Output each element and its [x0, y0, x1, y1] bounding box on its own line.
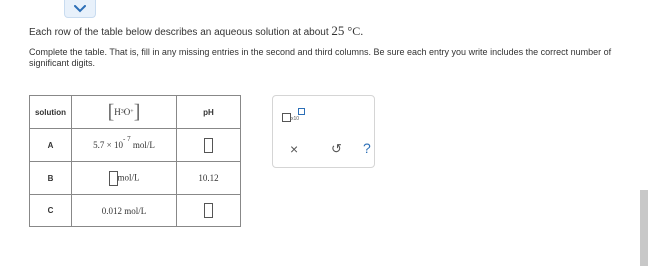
help-icon[interactable]: ?	[363, 140, 371, 156]
header-ph: pH	[177, 96, 241, 129]
solution-table	[29, 95, 241, 227]
answer-tools-panel	[272, 95, 375, 168]
sci-notation-label: x10	[291, 116, 300, 122]
chevron-down-icon	[74, 5, 86, 13]
row-b-concentration-input[interactable]	[109, 171, 118, 186]
clear-icon[interactable]: ×	[290, 141, 299, 157]
row-b-unit: mol/L	[117, 172, 140, 183]
row-b-solution: B	[30, 162, 72, 195]
table-row	[30, 195, 241, 227]
temperature	[331, 24, 363, 38]
row-c-ph-input[interactable]	[204, 203, 213, 218]
intro-text: Each row of the table below describes an aqueous solution at about	[29, 27, 332, 38]
row-a-ph-cell	[177, 129, 241, 162]
collapse-toggle[interactable]	[64, 0, 96, 18]
row-a-unit: mol/L	[132, 140, 155, 150]
row-c-ph-cell	[177, 195, 241, 227]
row-c-solution: C	[30, 195, 72, 227]
charge-superscript: +	[130, 109, 134, 115]
row-a-exponent: - 7	[122, 135, 131, 143]
sci-notation-icon	[282, 113, 291, 122]
left-bracket: [	[107, 101, 115, 123]
temperature-value: 25	[331, 23, 345, 38]
header-h3o-concentration	[72, 96, 177, 129]
h-subscript: 3	[120, 109, 124, 115]
temperature-unit: °C.	[347, 24, 364, 38]
row-b-concentration	[72, 162, 177, 195]
table-row	[30, 162, 241, 195]
table-row	[30, 129, 241, 162]
h-symbol: H	[114, 107, 121, 117]
undo-icon[interactable]: ↺	[331, 141, 342, 156]
instructions: Complete the table. That is, fill in any missing entries in the second and third columns. Be sure each entry you write includes the correct number of significant digits.	[29, 47, 612, 68]
row-a-concentration	[72, 129, 177, 162]
question-intro	[29, 23, 363, 39]
sci-notation-button[interactable]	[282, 108, 306, 124]
row-c-concentration: 0.012 mol/L	[72, 195, 177, 227]
row-a-solution: A	[30, 129, 72, 162]
right-bracket: ]	[133, 101, 141, 123]
row-a-ph-input[interactable]	[204, 138, 213, 153]
page-scrollbar[interactable]	[640, 190, 648, 266]
o-symbol: O	[123, 107, 131, 117]
header-solution: solution	[30, 96, 72, 129]
row-b-ph: 10.12	[177, 162, 241, 195]
row-a-coefficient: 5.7 × 10	[93, 140, 123, 150]
sci-notation-exponent-box	[298, 108, 305, 115]
table-header-row	[30, 96, 241, 129]
